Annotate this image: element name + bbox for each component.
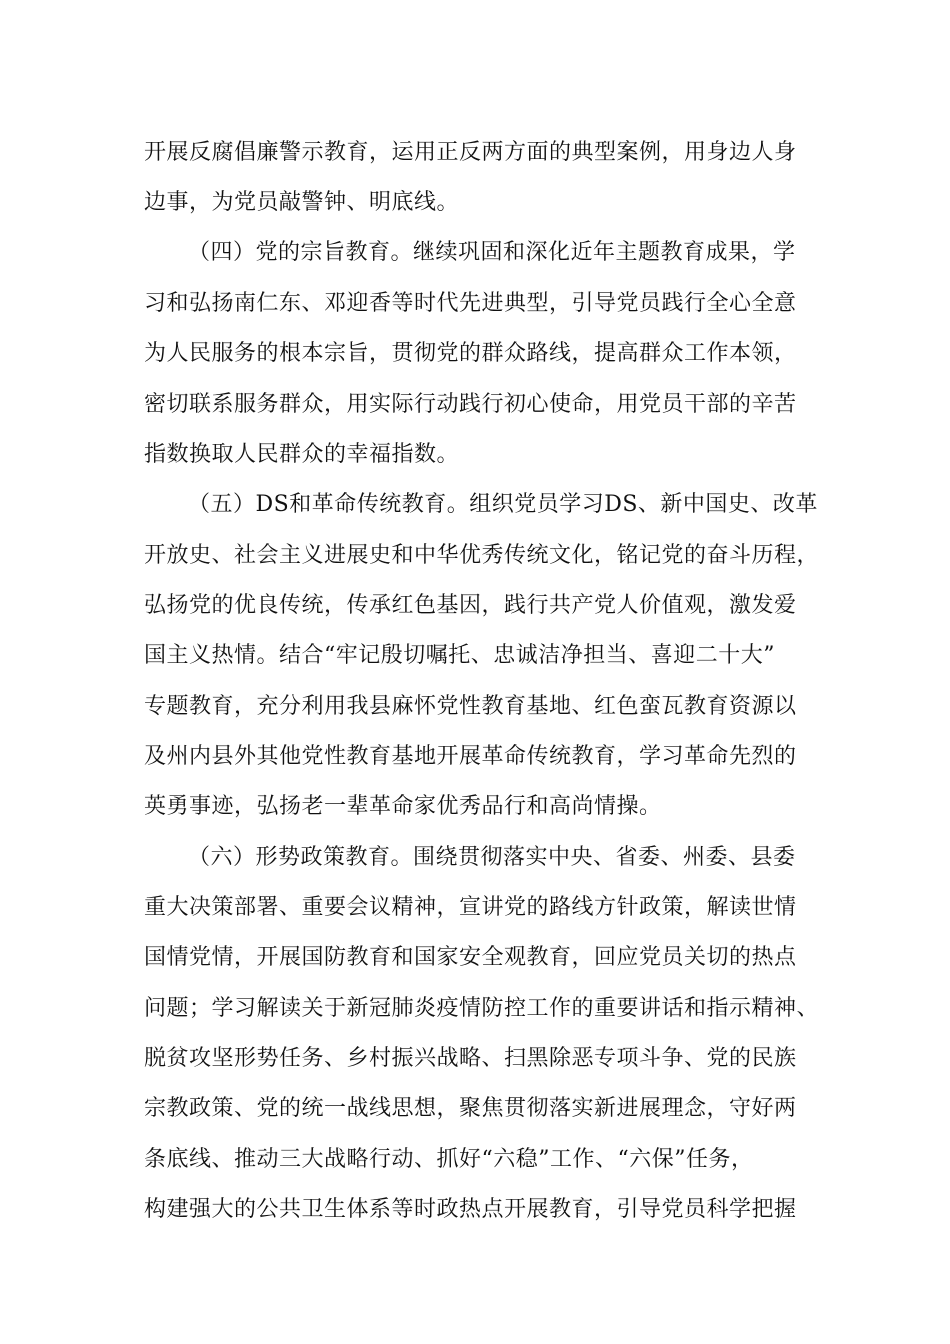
text-line: 专题教育，充分利用我县麻怀党性教育基地、红色蛮瓦教育资源以	[144, 694, 797, 719]
paragraph-heading-4: （四）党的宗旨教育。继续巩固和深化近年主题教育成果，学	[188, 240, 796, 265]
text-line: 密切联系服务群众，用实际行动践行初心使命，用党员干部的辛苦	[144, 392, 797, 417]
text-line: 指数换取人民群众的幸福指数。	[144, 442, 460, 467]
text-line: 脱贫攻坚形势任务、乡村振兴战略、扫黑除恶专项斗争、党的民族	[144, 1046, 797, 1071]
text-line: 国主义热情。结合“牢记殷切嘱托、忠诚洁净担当、喜迎二十大”	[144, 643, 775, 668]
text-line: 弘扬党的优良传统，传承红色基因，践行共产党人价值观，激发爱	[144, 593, 797, 618]
text-line: 习和弘扬南仁东、邓迎香等时代先进典型，引导党员践行全心全意	[144, 291, 797, 316]
text-line: 开展反腐倡廉警示教育，运用正反两方面的典型案例，用身边人身	[144, 140, 797, 165]
text-line: 条底线、推动三大战略行动、抓好“六稳”工作、“六保”任务，	[144, 1147, 754, 1172]
text-line: 宗教政策、党的统一战线思想，聚焦贯彻落实新进展理念，守好两	[144, 1096, 797, 1121]
paragraph-heading-5: （五）DS和革命传统教育。组织党员学习DS、新中国史、改革	[188, 492, 818, 517]
text-line: 问题；学习解读关于新冠肺炎疫情防控工作的重要讲话和指示精神、	[144, 996, 820, 1021]
text-line: 构建强大的公共卫生体系等时政热点开展教育，引导党员科学把握	[144, 1197, 797, 1222]
text-line: 为人民服务的根本宗旨，贯彻党的群众路线，提高群众工作本领，	[144, 341, 797, 366]
text-line: 及州内县外其他党性教育基地开展革命传统教育，学习革命先烈的	[144, 744, 797, 769]
text-line: 国情党情，开展国防教育和国家安全观教育，回应党员关切的热点	[144, 945, 797, 970]
text-line: 英勇事迹，弘扬老一辈革命家优秀品行和高尚情操。	[144, 794, 662, 819]
text-line: 开放史、社会主义进展史和中华优秀传统文化，铭记党的奋斗历程，	[144, 543, 820, 568]
text-line: 重大决策部署、重要会议精神，宣讲党的路线方针政策，解读世情	[144, 895, 797, 920]
paragraph-heading-6: （六）形势政策教育。围绕贯彻落实中央、省委、州委、县委	[188, 845, 796, 870]
text-line: 边事，为党员敲警钟、明底线。	[144, 190, 460, 215]
